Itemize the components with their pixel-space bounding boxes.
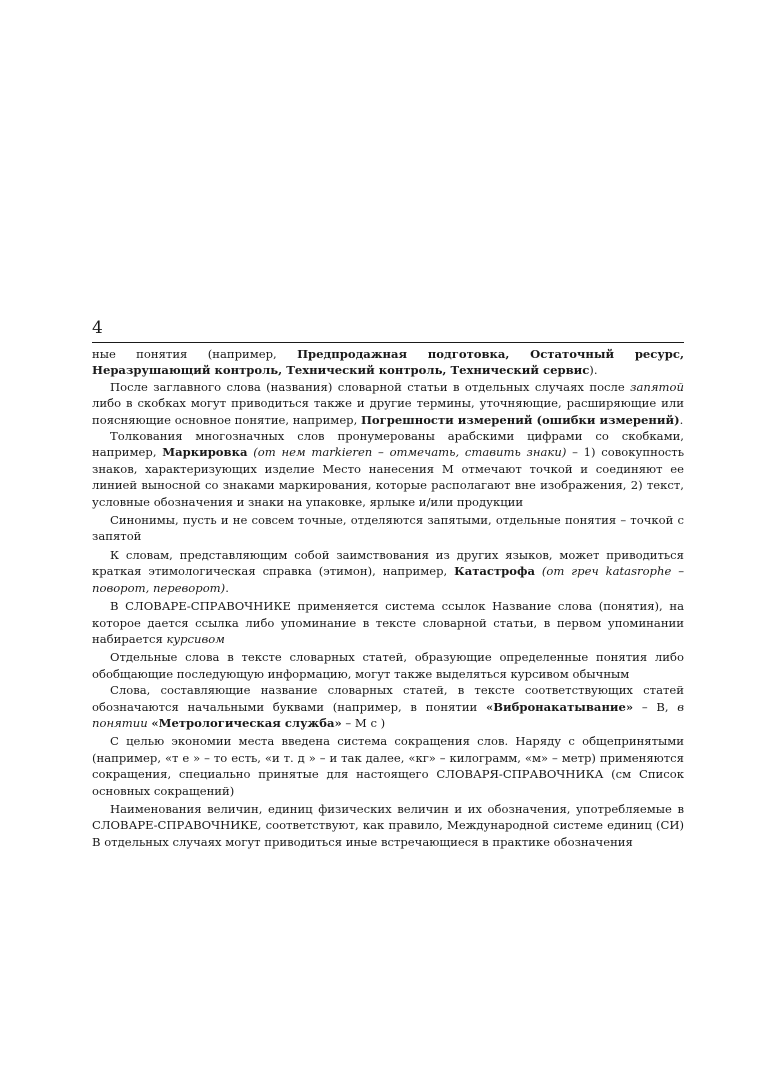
text-run: К словам, представляющим собой заимствования из других языков, может приводиться краткая этимологическая справка (этимон), например, xyxy=(92,547,684,579)
bold-term: «Метрологическая служба» xyxy=(151,715,342,730)
italic-text: (от греч katasrophe – поворот, переворот) xyxy=(92,564,685,595)
text-run: Отдельные слова в тексте словарных статей, образующие определенные понятия либо обобщающие последующую информацию, могут также выделяться курсивом обычным xyxy=(92,650,684,681)
paragraph xyxy=(92,598,684,647)
text-run: . xyxy=(679,412,684,427)
paragraph xyxy=(92,512,684,545)
text-run: ). xyxy=(589,363,598,378)
italic-text: курсивом xyxy=(166,631,225,646)
bold-term: Погрешности измерений (ошибки измерений) xyxy=(360,412,680,427)
body-text xyxy=(92,346,684,850)
paragraph xyxy=(92,733,684,799)
text-run: . xyxy=(225,580,229,595)
text-run xyxy=(535,564,542,578)
paragraph xyxy=(92,682,684,731)
paragraph xyxy=(92,547,684,596)
text-run: Слова, составляющие название словарных статей, в тексте соответствующих статей обозначаются начальными буквами (например, в понятии xyxy=(92,683,684,714)
text-run: Наименования величин, единиц физических величин и их обозначения, употребляемые в СЛОВАРЕ-СПРАВОЧНИКЕ, соответствуют, как правило, Международной системе единиц (СИ) В отдельных случаях могут приводиться иные встречающиеся в практике обозначения xyxy=(92,801,684,849)
text-run: Толкования многозначных слов пронумерованы арабскими цифрами со скобками, например, xyxy=(92,429,684,460)
text-run: С целью экономии места введена система сокращения слов. Наряду с общепринятыми (например, «т е » – то есть, «и т. д » – и так далее, «кг» – килограмм, «м» – метр) применяются сокращения, специально принятые для настоящего СЛОВАРЯ-СПРАВОЧНИКА (см Список основных сокращений) xyxy=(92,734,684,798)
text-run: – 1) совокупность знаков, характеризующих изделие Место нанесения М отмечают точкой и соединяют ее линией выносной со знаками маркирования, которые располагают вне изображения, 2) текст, условные обозначения и знаки на упаковке, ярлыке и/или продукции xyxy=(92,445,685,509)
text-run: – М с ) xyxy=(341,715,386,730)
paragraph xyxy=(92,428,684,510)
text-run: В СЛОВАРЕ-СПРАВОЧНИКЕ применяется система ссылок Название слова (понятия), на которое дается ссылка либо упоминание в тексте словарной статьи, в первом упоминании набирается xyxy=(92,599,684,646)
text-run: После заглавного слова (названия) словарной статьи в отдельных случаях после xyxy=(110,379,631,394)
bold-term: Катастрофа xyxy=(454,564,535,579)
italic-text: запятой xyxy=(630,379,684,394)
bold-term: Маркировка xyxy=(162,445,248,460)
paragraph xyxy=(92,649,684,682)
paragraph xyxy=(92,379,684,428)
bold-term: Предпродажная подготовка, Остаточный ресурс, Неразрушающий контроль, Технический контроль, Технический сервис xyxy=(92,347,684,378)
text-run: либо в скобках могут приводиться также и другие термины, уточняющие, расширяющие или поясняющие основное понятие, например, xyxy=(92,396,684,427)
paragraph xyxy=(92,801,684,850)
page-number: 4 xyxy=(92,318,103,338)
paragraph xyxy=(92,346,684,379)
text-run: ные понятия (например, xyxy=(92,347,298,361)
italic-text: в понятии xyxy=(92,699,684,730)
bold-term: «Вибронакатывание» xyxy=(485,699,634,714)
italic-text: (от нем markieren – отмечать, ставить знаки) xyxy=(253,445,567,460)
text-run: Синонимы, пусть и не совсем точные, отделяются запятыми, отдельные понятия – точкой с запятой xyxy=(92,513,684,544)
text-run: – В, xyxy=(633,699,678,714)
header-rule xyxy=(92,342,684,343)
